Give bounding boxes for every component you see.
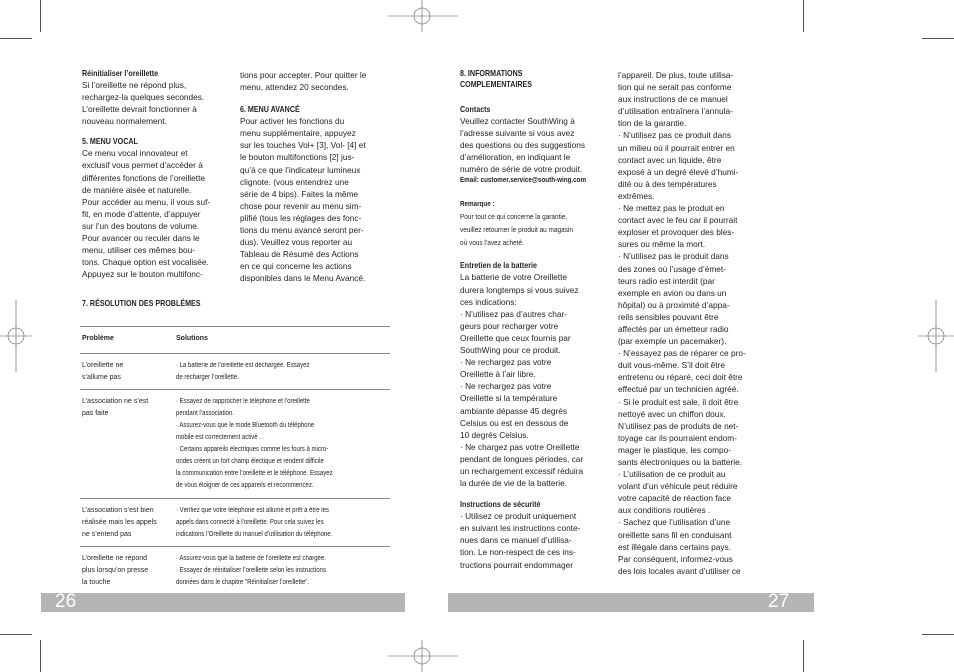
text-line: · L’utilisation de ce produit au [618,469,726,480]
text-line: de manière aisée et naturelle. [82,184,192,195]
text-line: · N’utilisez pas le produit dans [618,251,729,262]
text-line: durera longtemps si vous suivez [460,284,579,295]
text-line: Appuyez sur le bouton multifonc- [82,269,203,280]
text-line: Si l’oreillette ne répond plus, [82,80,187,90]
text-line: L’oreillette devrait fonctionner à [82,104,197,115]
subsection-title-safety: Instructions de sécurité [460,499,541,510]
text-line: tons. Chaque option est vocalisée. [82,257,209,268]
text-line: SouthWing pour ce produit. [460,345,561,356]
text-line: sures ou même la mort. [618,239,706,250]
section-title-info-2: COMPLEMENTAIRES [460,79,533,89]
text-line: Pour activer les fonctions du [240,116,345,127]
text-line: entretenu ou réparé, ceci doit être [618,372,743,383]
text-line: geurs pour recharger votre [460,320,559,331]
solution-text: · La batterie de l’oreillette est déchargée. Essayez [176,362,310,369]
contacts-paragraph [460,115,610,175]
section-title-advanced-menu: 6. MENU AVANCÉ [240,104,300,115]
battery-paragraph [460,271,610,489]
solution-text: indications l’Oreillette du manuel d’utilisation du téléphone. [176,531,333,538]
problem-text: L’oreillette ne répond [82,555,147,562]
text-line: · Si le produit est sale, il doit être [618,396,739,407]
text-line: clignote. (vous entendrez une [240,176,349,187]
registration-mark-right [918,300,954,372]
text-line: sur l’un des boutons de volume. [82,220,200,231]
subsection-title-battery: Entretien de la batterie [460,260,537,271]
table-header-problem: Problème [82,335,114,342]
text-line: exclusif vous permet d’accéder à [82,160,203,171]
text-line: aux conditions routières . [618,505,711,516]
solution-text: · Assurez-vous que le mode Bluetooth du téléphone [176,422,315,429]
problem-text: la touche [82,579,111,586]
text-line: dus). Veuillez vous reporter au [240,237,353,248]
text-line: · N’utilisez pas d’autres char- [460,308,567,319]
text-line: Veuillez contacter SouthWing à [460,116,575,126]
table-row [82,360,123,384]
solution-text: · Vérifiez que votre téléphone est allumé et prêt à être les [176,507,329,514]
solution-text: · Essayez de réinitialiser l’oreillette selon les instructions [176,567,326,574]
text-line: votre capacité de réaction face [618,493,731,504]
reset-paragraph [82,79,232,127]
text-line: · Ne chargez pas votre Oreillette [460,441,580,452]
text-line: menu supplémentaire, appuyez [240,128,356,139]
text-line: · Ne rechargez pas votre [460,381,552,392]
text-line: en ce qui concerne les actions [240,261,352,272]
text-line: où vous l’avez acheté. [460,238,524,248]
text-line: veuillez retourner le produit au magasin [460,225,573,235]
text-line: dité ou à des températures [618,178,717,189]
text-line: des zones où l’usage d’émet- [618,263,726,274]
contact-email: Email: customer.service@south-wing.com [460,175,587,185]
text-line: · Utilisez ce produit uniquement [460,511,577,522]
text-line: tions pour accepter. Pour quitter le [240,70,367,80]
multifunction-continued [240,69,388,93]
remark-paragraph [460,210,589,249]
registration-mark-top [388,0,458,34]
solution-text: de vous éloigner de ces appareils et recommencez. [176,482,314,489]
text-line: reils sensibles pouvant être [618,311,719,322]
text-line: Par conséquent, informez-vous [618,553,733,564]
text-line: la durée de vie de la batterie. [460,478,568,489]
text-line: exploser et provoquer des bles- [618,227,735,238]
text-line: duit vous-même. S’il doit être [618,360,725,371]
problem-text: s’allume pas [82,374,121,381]
text-line: oreillette sans fil en conduisant [618,529,732,540]
text-line: tion de la garantie. [618,118,687,129]
text-line: d’amélioration, en indiquant le [460,152,571,163]
text-line: plifié (tous les réglages des fonc- [240,212,362,223]
text-line: · N’utilisez pas ce produit dans [618,130,731,141]
left-column-1 [82,68,232,280]
solution-text: la communication entre l’oreillette et le téléphone. Essayez [176,470,333,477]
problem-text: ne s’entend pas [82,531,132,538]
text-line: tructions pourrait endommager [460,559,573,570]
text-line: chose pour revenir au menu sim- [240,200,362,211]
troubleshooting-table [80,326,390,596]
text-line: tion qui ne serait pas conforme [618,82,732,93]
text-line: La batterie de votre Oreillette [460,272,567,283]
text-line: mager le plastique, les compo- [618,444,731,455]
text-line: Pour tout ce qui concerne la garantie, [460,212,568,222]
safety-paragraph [460,510,610,570]
text-line: pendant de longues périodes, car [460,453,584,464]
text-line: menu, attendez 20 secondes. [240,82,349,93]
solution-text: mobile est correctement activé . [176,434,261,441]
voice-menu-paragraph [82,147,232,280]
section-title-info-1: 8. INFORMATIONS [460,68,523,78]
text-line: toyage car ils pourraient endom- [618,432,737,443]
solution-text: appels dans connecté à l’oreillette. Pour cela suivez les [176,519,324,526]
solution-cell [176,505,391,541]
text-line: contact avec un liquide, être [618,154,722,165]
solution-text: · Assurez-vous que la batterie de l’oreillette est chargée. [176,555,326,562]
text-line: des questions ou des suggestions [460,140,586,151]
text-line: ambiante dépasse 45 degrés [460,405,568,416]
problem-text: L’oreillette ne [82,362,124,369]
text-line: Pour avancer ou reculer dans le [82,233,200,244]
text-line: sants électroniques ou la batterie. [618,457,743,467]
text-line: (par exemple un pacemaker). [618,336,727,347]
right-column-2 [618,69,768,577]
solution-text: ondes créent un fort champ électique et rendent difficile [176,458,324,465]
text-line: · Ne mettez pas le produit en [618,203,725,214]
table-row [82,396,148,420]
solution-text: pendant l’association. [176,410,234,417]
table-header-solutions: Solutions [176,335,208,342]
text-line: effectué par un technicien agréé. [618,384,739,395]
table-row [82,553,148,589]
remark-title: Remarque : [460,199,495,209]
problem-text: pas faite [82,410,109,417]
text-line: nettoyé avec un chiffon doux. [618,408,726,419]
text-line: l’adresse suivante si vous avez [460,128,575,139]
text-line: · Ne rechargez pas votre [460,357,552,368]
text-line: exemple en avion ou dans un [618,287,727,298]
text-line: exposé à un degré élevé d’humi- [618,166,739,177]
section-title-voice-menu: 5. MENU VOCAL [82,136,138,147]
advanced-menu-paragraph [240,115,388,284]
text-line: Oreillette si la température [460,393,558,404]
solution-cell [176,360,374,384]
text-line: ces indications: [460,296,517,307]
text-line: fit, en mode d’attente, d’appuyer [82,208,201,219]
text-line: en suivant les instructions conte- [460,523,581,534]
solution-text: · Certains appareils électriques comme les fours à micro- [176,446,329,453]
left-page-footer-bar [41,593,405,612]
text-line: d’utilisation entraînera l’annula- [618,106,733,117]
text-line: Oreillette que ceux fournis par [460,332,571,343]
text-line: menu, utiliser ces mêmes bou- [82,245,195,256]
right-page-number: 27 [768,591,790,612]
solution-cell [176,396,391,492]
text-line: série de 4 bips). Faites la même [240,188,359,199]
solution-text: données dans le chapitre "Réinitialiser l’oreillette". [176,579,310,586]
text-line: tion. Le non-respect de ces ins- [460,547,576,558]
registration-mark-bottom [388,640,458,672]
solution-text: de recharger l’oreillette. [176,374,239,381]
text-line: Oreillette à l’air libre. [460,369,536,380]
text-line: qu’à ce que l’indicateur lumineux [240,164,361,175]
text-line: un milieu où il pourrait entrer en [618,142,735,153]
problem-text: plus lorsqu’on presse [82,567,149,574]
text-line: affectés par un émetteur radio [618,323,729,334]
subsection-title-contacts: Contacts [460,104,491,114]
text-line: hôpital) ou à proximité d’appa- [618,299,730,310]
text-line: N’utilisez pas de produits de net- [618,420,739,431]
left-column-2 [240,69,388,285]
text-line: est illégale dans certains pays. [618,541,731,552]
text-line: Pour accéder au menu, il vous suf- [82,196,211,207]
text-line: numéro de série de votre produit. [460,164,583,175]
text-line: extrêmes. [618,190,655,201]
section-title-troubleshooting: 7. RÉSOLUTION DES PROBLÉMES [82,298,201,308]
text-line: le bouton multifonctions [2] jus- [240,152,355,163]
text-line: 10 degrés Celsius. [460,429,529,440]
problem-text: réalisée mais les appels [82,519,157,526]
problem-text: L’association s’est bien [82,507,154,514]
problem-text: L’association ne s’est [82,398,149,405]
text-line: des lois locales avant d’utiliser ce [618,565,741,576]
registration-mark-left [0,300,32,372]
text-line: nues dans ce manuel d’utilisa- [460,535,572,546]
solution-cell [176,553,391,589]
text-line: teurs radio est interdit (par [618,275,715,286]
text-line: Ce menu vocal innovateur et [82,148,188,159]
text-line: rechargez-la quelques secondes. [82,92,205,103]
text-line: un rechargement excessif réduira [460,465,584,476]
text-line: · Sachez que l’utilisation d’une [618,517,731,528]
text-line: différentes fonctions de l’oreillette [82,172,205,183]
solution-text: · Essayez de rapprocher le téléphone et l’oreillette [176,398,310,405]
text-line: volant d’un véhicule peut réduire [618,481,738,492]
text-line: l’appareil. De plus, toute utilisa- [618,70,734,80]
text-line: nouveau normalement. [82,116,167,127]
text-line: tions du menu avancé seront per- [240,225,364,236]
text-line: Celsius ou est en dessous de [460,417,569,428]
text-line: sur les touches Vol+ [3], Vol- [4] et [240,140,366,151]
right-page-footer-bar [448,593,814,612]
right-column-1 [460,68,610,571]
left-page-number: 26 [55,591,77,612]
table-row [82,505,157,541]
section-title-reset: Réinitialiser l’oreillette [82,68,159,78]
text-line: contact avec le feu car il pourrait [618,215,738,226]
text-line: aux instructions de ce manuel [618,94,728,105]
text-line: Tableau de Résumé des Actions [240,249,359,260]
text-line: disponibles dans le Menu Avancé. [240,273,366,284]
text-line: · N’essayez pas de réparer ce pro- [618,348,746,359]
